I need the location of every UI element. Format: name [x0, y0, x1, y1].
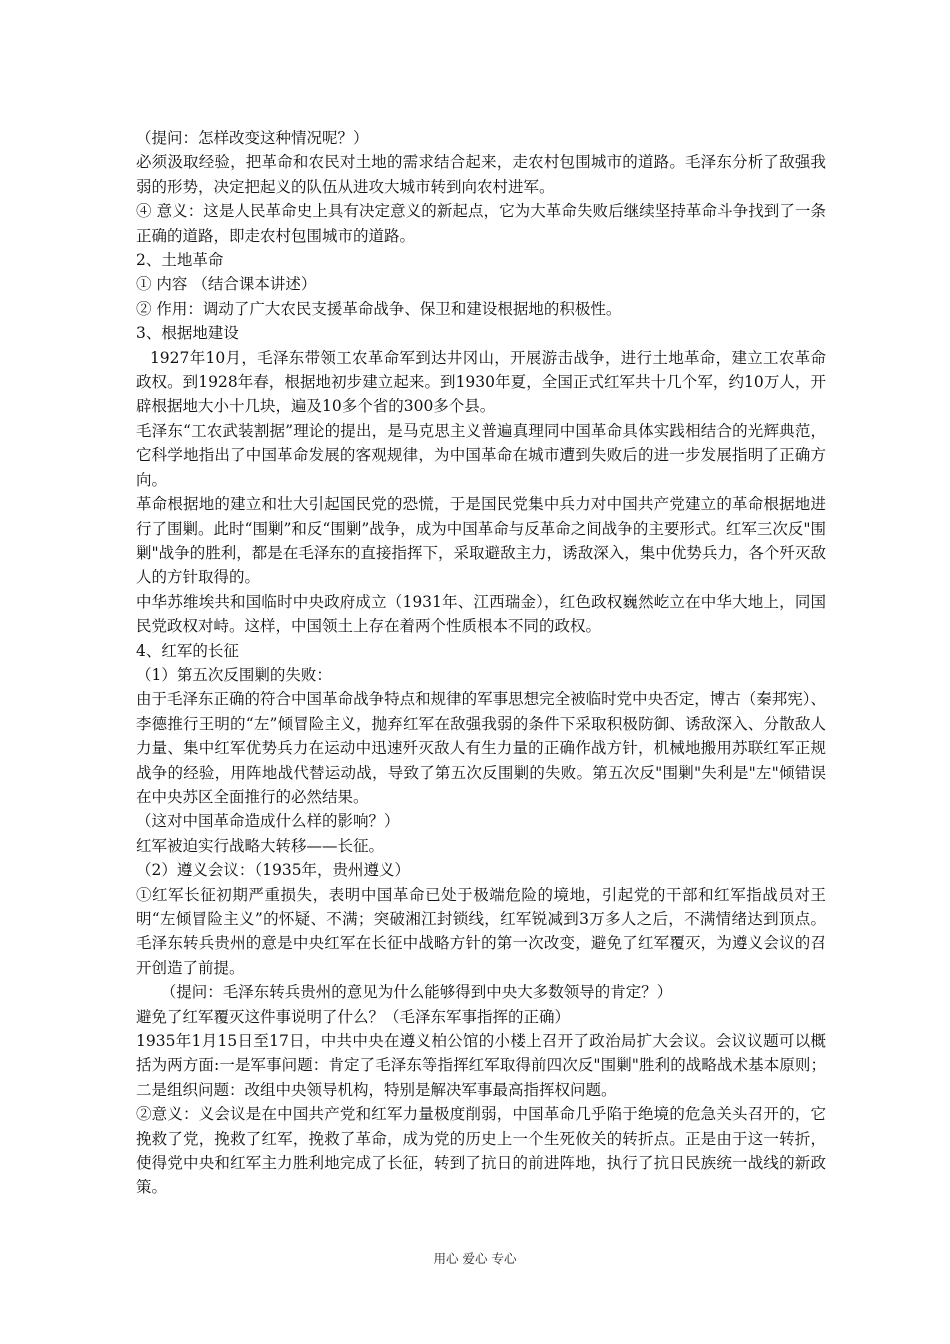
paragraph: 由于毛泽东正确的符合中国革命战争特点和规律的军事思想完全被临时党中央否定，博古（秦邦宪）、李德推行王明的“左”倾冒险主义，抛弃红军在敌强我弱的条件下采取积极防御、诱敌深入、分散敌人力量、集中红军优势兵力在运动中迅速歼灭敌人有生力量的正确作战方针，机械地搬用苏联红军正规战争的经验，用阵地战代替运动战，导致了第五次反围剿的失败。第五次反"围剿"失利是"左"倾错误在中央苏区全面推行的必然结果。 [136, 690, 826, 806]
paragraph: 革命根据地的建立和壮大引起国民党的恐慌，于是国民党集中兵力对中国共产党建立的革命根据地进行了围剿。此时“围剿”和反“围剿”战争，成为中国革命与反革命之间战争的主要形式。红军三次反"围剿"战争的胜利，都是在毛泽东的直接指挥下，采取避敌主力，诱敌深入，集中优势兵力，各个歼灭敌人的方针取得的。 [136, 495, 826, 587]
paragraph: 1927年10月，毛泽东带领工农革命军到达井冈山，开展游击战争，进行土地革命，建立工农革命政权。到1928年春，根据地初步建立起来。到1930年夏，全国正式红军共十几个军，约10万人，开辟根据地大小十几块，遍及10多个省的300多个县。 [136, 348, 826, 416]
paragraph: ① 内容 （结合课本讲述） [136, 275, 317, 294]
section-heading: 3、根据地建设 [136, 324, 239, 343]
document-body [136, 126, 826, 1200]
paragraph: 中华苏维埃共和国临时中央政府成立（1931年、江西瑞金），红色政权巍然屹立在中华大地上，同国民党政权对峙。这样，中国领土上存在着两个性质根本不同的政权。 [136, 592, 826, 636]
paragraph: 红军被迫实行战略大转移——长征。 [136, 836, 385, 855]
subsection-heading: （2）遵义会议：（1935年，贵州遵义） [136, 861, 411, 880]
paragraph: ④ 意义：这是人民革命史上具有决定意义的新起点，它为大革命失败后继续坚持革命斗争找到了一条正确的道路，即走农村包围城市的道路。 [136, 202, 826, 245]
paragraph: ② 作用：调动了广大农民支援革命战争、保卫和建设根据地的积极性。 [136, 299, 622, 318]
paragraph: ①红军长征初期严重损失，表明中国革命已处于极端危险的境地，引起党的干部和红军指战员对王明“左倾冒险主义”的怀疑、不满；突破湘江封锁线，红军锐减到3万多人之后，不满情绪达到顶点。毛泽东转兵贵州的意是中央红军在长征中战略方针的第一次改变，避免了红军覆灭，为遵义会议的召开创造了前提。 [136, 885, 826, 977]
paragraph: ②意义：义会议是在中国共产党和红军力量极度削弱，中国革命几乎陷于绝境的危急关头召开的，它挽救了党，挽救了红军，挽救了革命，成为党的历史上一个生死攸关的转折点。正是由于这一转折，使得党中央和红军主力胜利地完成了长征，转到了抗日的前进阵地，执行了抗日民族统一战线的新政策。 [136, 1105, 826, 1197]
paragraph: 毛泽东“工农武装割据”理论的提出，是马克思主义普遍真理同中国革命具体实践相结合的光辉典范，它科学地指出了中国革命发展的客观规律，为中国革命在城市遭到失败后的进一步发展指明了正确方向。 [136, 421, 826, 489]
paragraph: 1935年1月15日至17日，中共中央在遵义柏公馆的小楼上召开了政治局扩大会议。会议议题可以概括为两方面:一是军事问题：肯定了毛泽东等指挥红军取得前四次反"围剿"胜利的战略战术基本原则；二是组织问题：改组中央领导机构，特别是解决军事最高指挥权问题。 [136, 1032, 826, 1099]
page-footer: 用心 爱心 专心 [433, 1251, 517, 1266]
paragraph: （提问：怎样改变这种情况呢？） [136, 129, 369, 147]
paragraph: 避免了红军覆灭这件事说明了什么？（毛泽东军事指挥的正确） [136, 1007, 571, 1026]
paragraph: （这对中国革命造成什么样的影响？） [136, 812, 400, 831]
paragraph: （提问：毛泽东转兵贵州的意见为什么能够得到中央大多数领导的肯定？） [160, 983, 673, 1002]
section-heading: 4、红军的长征 [136, 641, 239, 660]
section-heading: 2、土地革命 [136, 251, 224, 270]
subsection-heading: （1）第五次反围剿的失败： [136, 665, 332, 684]
paragraph: 必须汲取经验，把革命和农民对土地的需求结合起来，走农村包围城市的道路。毛泽东分析了敌强我弱的形势，决定把起义的队伍从进攻大城市转到向农村进军。 [136, 153, 826, 196]
